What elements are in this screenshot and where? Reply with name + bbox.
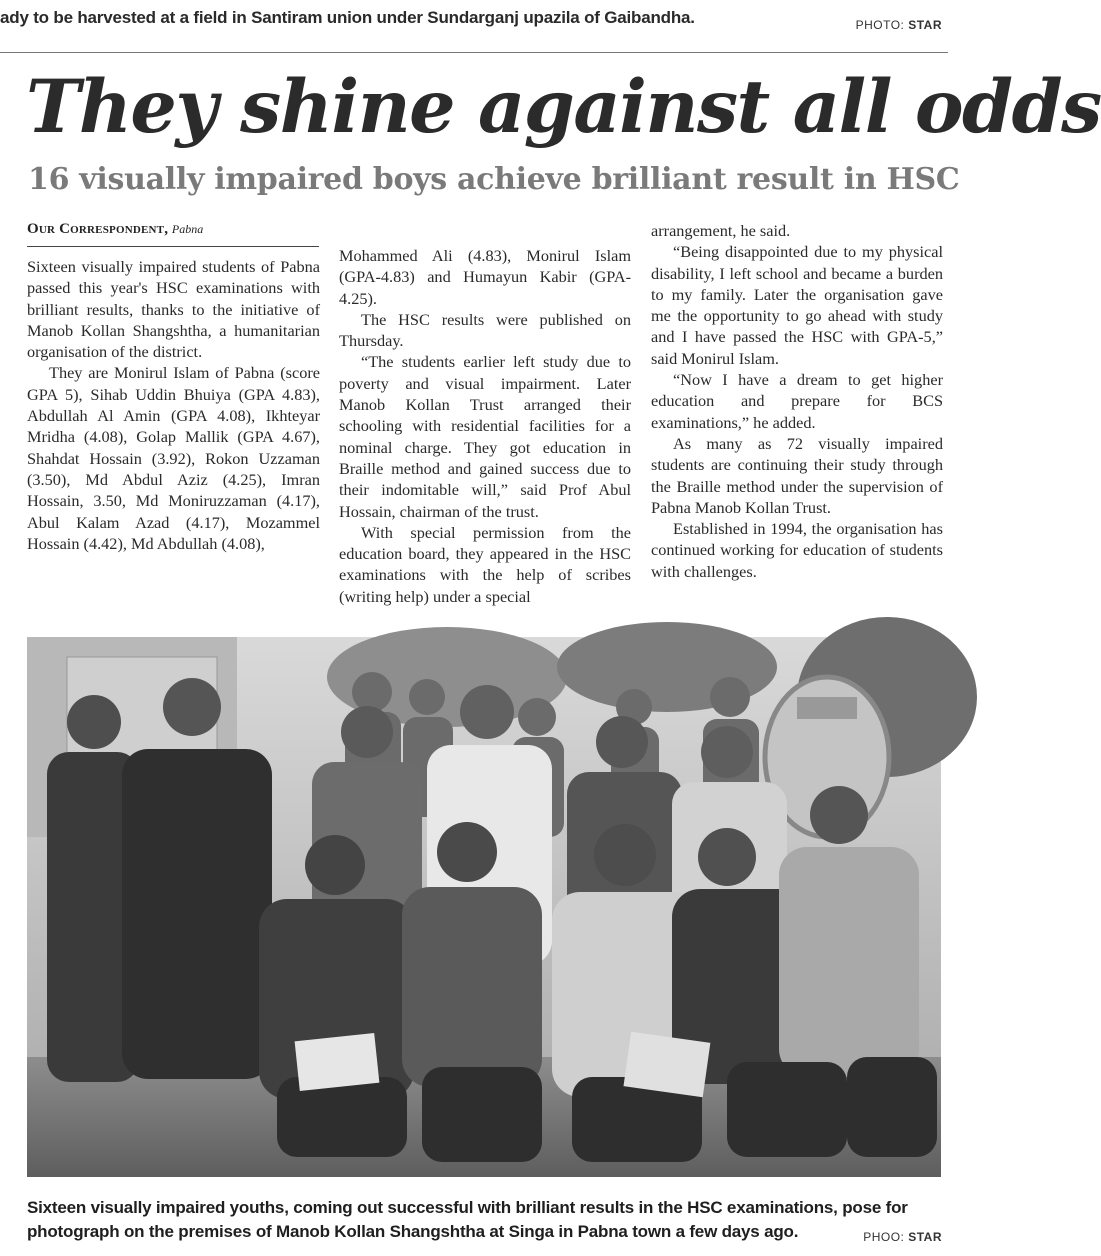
bottom-photo-credit xyxy=(863,1230,942,1244)
group-photo xyxy=(27,637,941,1177)
photo-credit-label: PHOTO: xyxy=(855,18,905,32)
headline: They shine against all odds xyxy=(26,64,1101,150)
photo-credit-source: STAR xyxy=(908,1230,942,1244)
paragraph: They are Monirul Islam of Pabna (score GPA 5), Sihab Uddin Bhuiya (GPA 4.83), Abdullah Al Amin (GPA 4.08), Ikhteyar Mridha (4.08), Golap Mallik (GPA 4.67), Shahdat Hossain (3.92), Rokon Uzzaman (3.50), Md Abdul Aziz (4.25), Imran Hossain, 3.50, Md Moniruzzaman (4.17), Abul Kalam Azad (4.17), Mozammel Hossain (4.42), Md Abdullah (4.08), xyxy=(27,363,320,553)
previous-story-caption: ady to be harvested at a field in Santiram union under Sundarganj upazila of Gaibandha. xyxy=(0,8,695,27)
photo-credit-source: STAR xyxy=(908,18,942,32)
paragraph: With special permission from the education board, they appeared in the HSC examinations with the help of scribes (writing help) under a special xyxy=(339,522,631,606)
photo-caption: Sixteen visually impaired youths, coming out successful with brilliant results in the HSC examinations, pose for photograph on the premises of Manob Kollan Shangshtha at Singa in Pabna town a few days ago. xyxy=(27,1198,908,1241)
section-divider xyxy=(0,52,948,53)
byline-correspondent: Our Correspondent, xyxy=(27,221,169,237)
paragraph: “Now I have a dream to get higher education and prepare for BCS examinations,” he added. xyxy=(651,370,943,432)
top-photo-credit xyxy=(856,18,942,32)
paragraph: Mohammed Ali (4.83), Monirul Islam (GPA-4.83) and Humayun Kabir (GPA-4.25). xyxy=(339,246,631,308)
paragraph: The HSC results were published on Thursday. xyxy=(339,309,631,351)
byline-place: Pabna xyxy=(171,222,204,236)
paragraph: As many as 72 visually impaired students are continuing their study through the Braille method under the supervision of Pabna Manob Kollan Trust. xyxy=(651,433,943,517)
group-photo-illustration xyxy=(27,637,941,1177)
article-column-3 xyxy=(651,220,943,582)
article-column-2 xyxy=(339,245,631,607)
byline xyxy=(27,221,319,247)
paragraph: Established in 1994, the organisation has continued working for education of students with challenges. xyxy=(651,519,943,581)
paragraph: arrangement, he said. xyxy=(651,221,791,240)
paragraph: “The students earlier left study due to poverty and visual impairment. Later Manob Kollan Trust arranged their schooling with residential facilities for a nominal charge. They got education in Braille method and gained success due to their indomitable will,” said Prof Abul Hossain, chairman of the trust. xyxy=(339,352,631,521)
photo-credit-label: PHOO: xyxy=(863,1230,905,1244)
subheadline: 16 visually impaired boys achieve brilliant result in HSC xyxy=(28,162,960,197)
paragraph: “Being disappointed due to my physical disability, I left school and became a burden to my family. Later the organisation gave me the opportunity to go ahead with study and I have passed the HSC with GPA-5,” said Monirul Islam. xyxy=(651,242,943,368)
paragraph: Sixteen visually impaired students of Pabna passed this year's HSC examinations with brilliant results, thanks to the initiative of Manob Kollan Shangshtha, a humanitarian organisation of the district. xyxy=(27,257,320,362)
article-column-1 xyxy=(27,256,320,554)
